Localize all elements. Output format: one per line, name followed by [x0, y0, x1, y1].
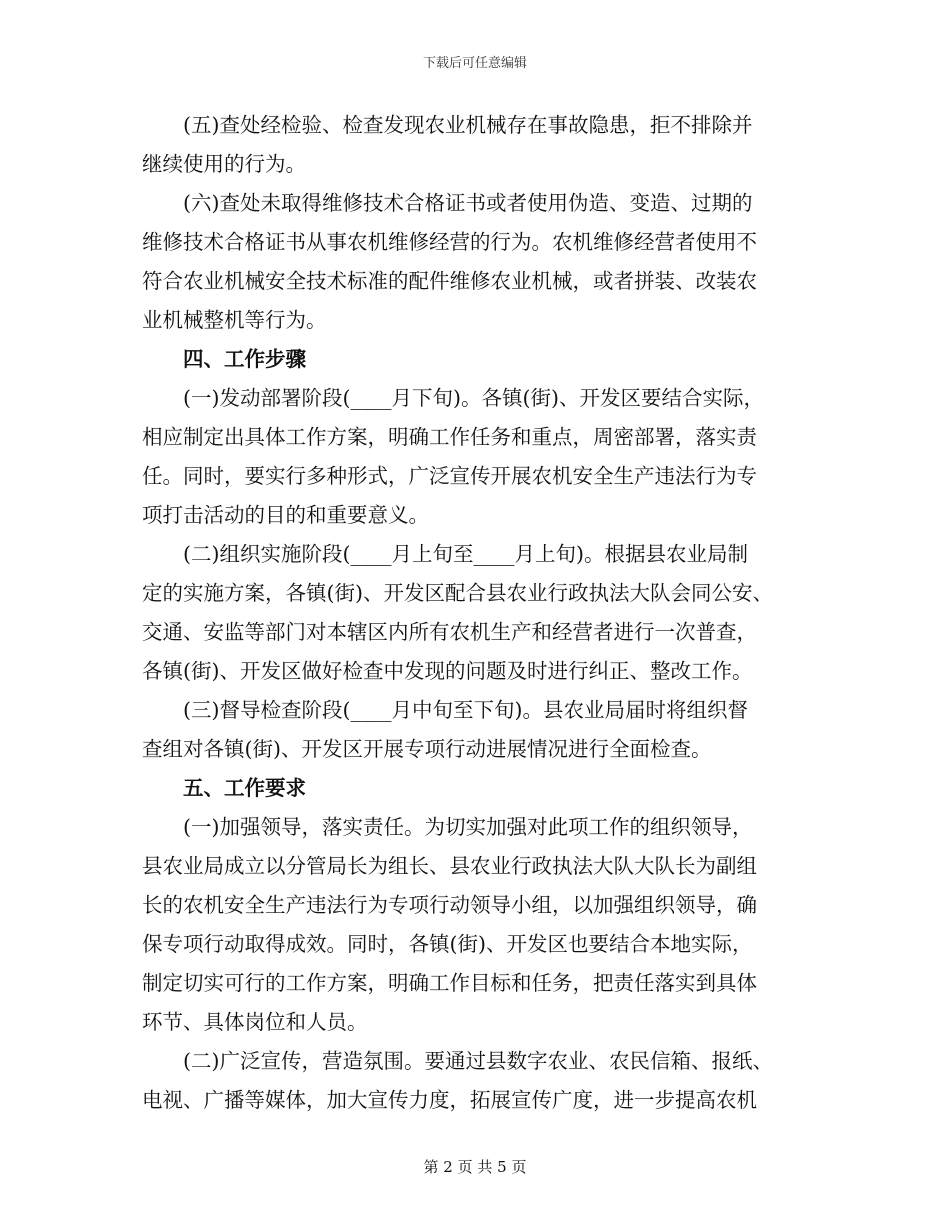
text-line: (二)组织实施阶段(____月上旬至____月上旬)。根据县农业局制: [142, 542, 748, 566]
document-body: [142, 106, 810, 1120]
text-line: 交通、安监等部门对本辖区内所有农机生产和经营者进行一次普查，: [142, 620, 757, 644]
text-line: (六)查处未取得维修技术合格证书或者使用伪造、变造、过期的: [142, 191, 753, 215]
text-line: 项打击活动的目的和重要意义。: [142, 503, 429, 527]
text-line: (一)发动部署阶段(____月下旬)。各镇(街)、开发区要结合实际，: [142, 386, 764, 410]
text-line: 保专项行动取得成效。同时，各镇(街)、开发区也要结合本地实际，: [142, 932, 753, 956]
text-line: 继续使用的行为。: [142, 152, 306, 176]
text-line: 环节、具体岗位和人员。: [142, 1010, 368, 1034]
section-heading: 五、工作要求: [142, 776, 306, 800]
text-line: 业机械整机等行为。: [142, 308, 327, 332]
text-line: (三)督导检查阶段(____月中旬至下旬)。县农业局届时将组织督: [142, 698, 748, 722]
section-heading: 四、工作步骤: [142, 347, 306, 371]
text-line: 查组对各镇(街)、开发区开展专项行动进展情况进行全面检查。: [142, 737, 712, 761]
text-line: 任。同时，要实行多种形式，广泛宣传开展农机安全生产违法行为专: [142, 464, 757, 488]
text-line: 长的农机安全生产违法行为专项行动领导小组，以加强组织领导，确: [142, 893, 757, 917]
text-line: (五)查处经检验、检查发现农业机械存在事故隐患，拒不排除并: [142, 113, 753, 137]
text-line: 制定切实可行的工作方案，明确工作目标和任务，把责任落实到具体: [142, 971, 757, 995]
text-line: 维修技术合格证书从事农机维修经营的行为。农机维修经营者使用不: [142, 230, 757, 254]
page-number: 第 2 页 共 5 页: [423, 1158, 527, 1176]
text-line: 相应制定出具体工作方案，明确工作任务和重点，周密部署，落实责: [142, 425, 757, 449]
text-line: (二)广泛宣传，营造氛围。要通过县数字农业、农民信箱、报纸、: [142, 1049, 773, 1073]
page-header: 下载后可任意编辑: [422, 56, 527, 71]
text-line: 县农业局成立以分管局长为组长、县农业行政执法大队大队长为副组: [142, 854, 757, 878]
text-line: 定的实施方案，各镇(街)、开发区配合县农业行政执法大队会同公安、: [142, 581, 773, 605]
text-line: 符合农业机械安全技术标准的配件维修农业机械，或者拼装、改装农: [142, 269, 757, 293]
text-line: 电视、广播等媒体，加大宣传力度，拓展宣传广度，进一步提高农机: [142, 1088, 757, 1112]
text-line: (一)加强领导，落实责任。为切实加强对此项工作的组织领导，: [142, 815, 753, 839]
text-line: 各镇(街)、开发区做好检查中发现的问题及时进行纠正、整改工作。: [142, 659, 753, 683]
